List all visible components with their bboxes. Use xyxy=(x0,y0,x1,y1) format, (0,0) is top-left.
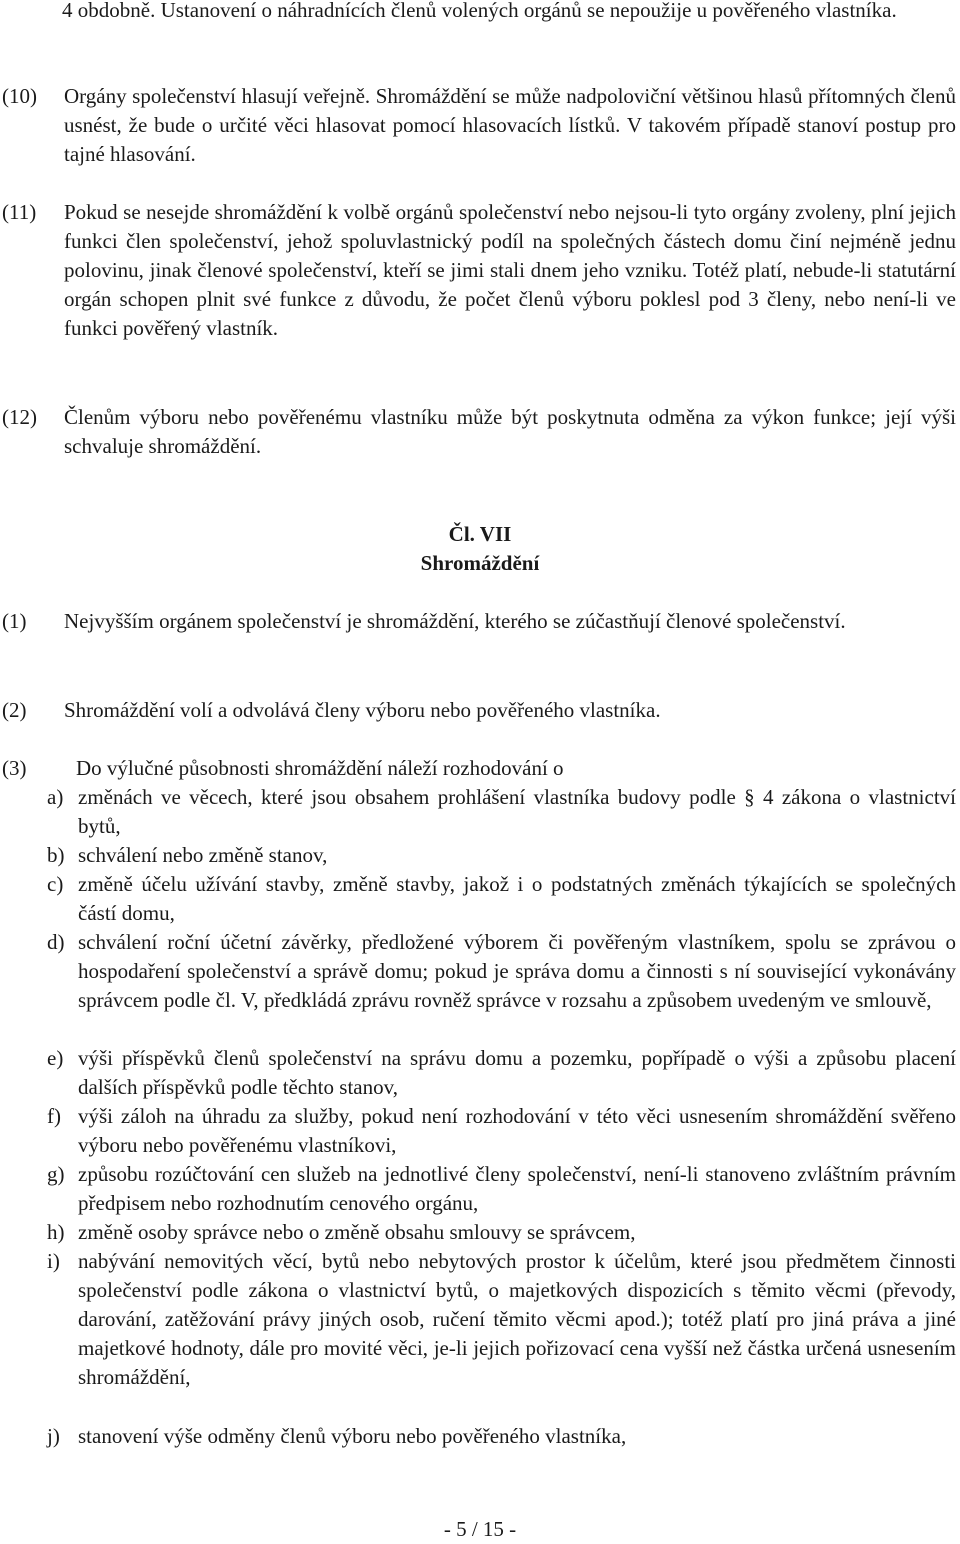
list-item-text: stanovení výše odměny členů výboru nebo pověřeného vlastníka, xyxy=(78,1424,627,1448)
paragraph-10 xyxy=(2,82,956,172)
list-item-label: g) xyxy=(47,1162,65,1186)
article-paragraph-3 xyxy=(2,754,956,784)
paragraph-text: Členům výboru nebo pověřenému vlastníku může být poskytnuta odměna za výkon funkce; její výši schvaluje shromáždění. xyxy=(64,405,956,458)
list-item-text: výši příspěvků členů společenství na správu domu a pozemku, popřípadě o výši a způsobu placení dalších příspěvků podle těchto stanov, xyxy=(78,1046,956,1099)
list-item-text: schválení roční účetní závěrky, předložené výborem či pověřeným vlastníkem, spolu se zprávou o hospodaření společenství a správě domu; pokud je správa domu a činnosti s ní související vykonávány správcem podle čl. V, předkládá zprávu rovněž správce v rozsahu a způsobem uvedeným ve smlouvě, xyxy=(78,930,956,1012)
paragraph-text: Orgány společenství hlasují veřejně. Shromáždění se může nadpoloviční většinou hlasů přítomných členů usnést, že bude o určité věci hlasovat pomocí hlasovacích lístků. V takovém případě stanoví postup pro tajné hlasování. xyxy=(64,84,956,166)
continued-paragraph: 4 obdobně. Ustanovení o náhradnících členů volených orgánů se nepoužije u pověřeného vlastníka. xyxy=(62,0,897,22)
paragraph-11 xyxy=(2,198,956,378)
list-item-text: schválení nebo změně stanov, xyxy=(78,843,328,867)
list-item-label: j) xyxy=(47,1424,60,1448)
article-paragraph-2 xyxy=(2,696,956,726)
list-item-text: způsobu rozúčtování cen služeb na jednotlivé členy společenství, není-li stanoveno zvláštním právním předpisem nebo rozhodnutím cenového orgánu, xyxy=(78,1162,956,1215)
list-item-label: b) xyxy=(47,843,65,867)
article-number: Čl. VII xyxy=(448,522,512,546)
article-paragraph-1 xyxy=(2,607,956,667)
list-item-label: h) xyxy=(47,1220,65,1244)
paragraph-text: Pokud se nesejde shromáždění k volbě orgánů společenství nebo nejsou-li tyto orgány zvoleny, plní jejich funkci člen společenství, jehož spoluvlastnický podíl na společných částech domu činí nejméně jednu polovinu, jinak členové společenství, kteří se jimi stali dnem jeho vzniku. Totéž platí, nebude-li statutární orgán schopen plnit své funkce z důvodu, že počet členů výboru poklesl pod 3 členy, nebo není-li ve funkci pověřený vlastník. xyxy=(64,200,956,340)
paragraph-text: Do výlučné působnosti shromáždění náleží rozhodování o xyxy=(76,756,564,780)
list-item-label: d) xyxy=(47,930,65,954)
paragraph-number: (11) xyxy=(2,200,37,224)
article-title: Shromáždění xyxy=(420,551,540,575)
paragraph-text: Shromáždění volí a odvolává členy výboru nebo pověřeného vlastníka. xyxy=(64,698,661,722)
list-item-label: c) xyxy=(47,872,64,896)
list-item-label: i) xyxy=(47,1249,60,1273)
paragraph-text: Nejvyšším orgánem společenství je shromáždění, kterého se zúčastňují členové společenství. xyxy=(64,609,846,633)
paragraph-number: (2) xyxy=(2,698,27,722)
list-item-label: a) xyxy=(47,785,64,809)
list-item-label: f) xyxy=(47,1104,61,1128)
list-item-label: e) xyxy=(47,1046,64,1070)
list-item-text: výši záloh na úhradu za služby, pokud není rozhodování v této věci usnesením shromáždění svěřeno výboru nebo pověřenému vlastníkovi, xyxy=(78,1104,956,1157)
page-number: - 5 / 15 - xyxy=(443,1517,517,1541)
list-item-text: změně účelu užívání stavby, změně stavby, jakož i o podstatných změnách týkajících se společných částí domu, xyxy=(78,872,956,925)
paragraph-number: (12) xyxy=(2,405,37,429)
paragraph-number: (3) xyxy=(2,756,27,780)
list-item-text: změnách ve věcech, které jsou obsahem prohlášení vlastníka budovy podle § 4 zákona o vlastnictví bytů, xyxy=(78,785,956,838)
paragraph-number: (10) xyxy=(2,84,37,108)
list-item-text: změně osoby správce nebo o změně obsahu smlouvy se správcem, xyxy=(78,1220,636,1244)
paragraph-12 xyxy=(2,403,956,463)
list-item-text: nabývání nemovitých věcí, bytů nebo nebytových prostor k účelům, které jsou předmětem činnosti společenství podle zákona o vlastnictví bytů, o majetkových dispozicích s těmito věcmi (převody, darování, zatěžování právy jiných osob, ručení těmito věcmi apod.); totéž platí pro jiná práva a jiné majetkové hodnoty, dále pro movité věci, je-li jejich pořizovací cena vyšší než částka určená usnesením shromáždění, xyxy=(78,1249,956,1389)
paragraph-number: (1) xyxy=(2,609,27,633)
